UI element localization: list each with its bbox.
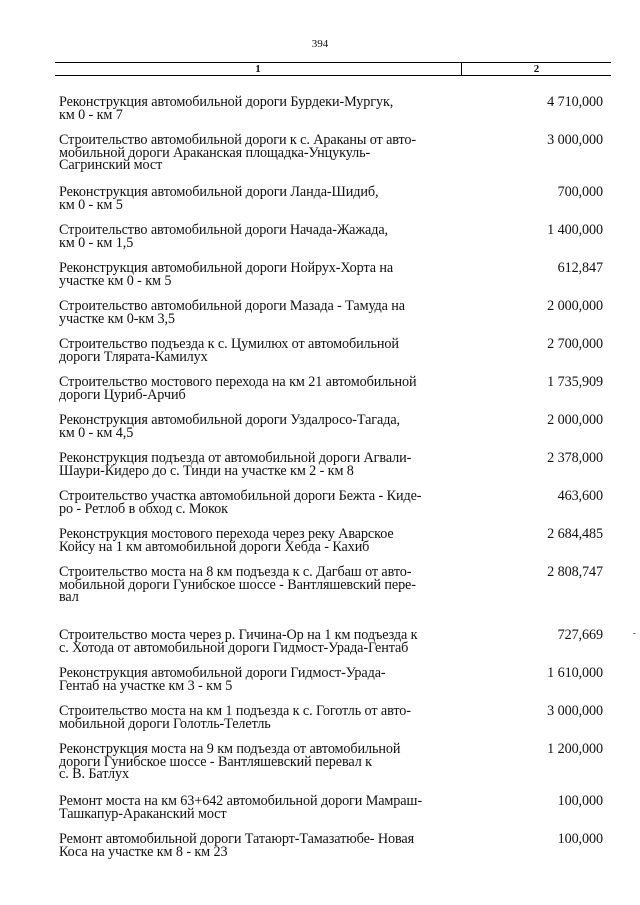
row-description [55, 629, 459, 654]
row-description [55, 134, 459, 172]
description-line: Строительство мостового перехода на км 21 автомобильной [59, 374, 417, 390]
row-amount: 100,000 [557, 831, 603, 847]
description-line: Реконструкция автомобильной дороги Ланда-Шидиб, [59, 184, 379, 200]
row-description [55, 452, 459, 477]
row-description [55, 667, 459, 692]
row-description [55, 186, 459, 211]
row-amount: 463,600 [557, 488, 603, 504]
row-amount: 612,847 [557, 260, 603, 276]
table-row [55, 705, 611, 730]
table-row [55, 262, 611, 287]
table-row [55, 566, 611, 604]
table-row [55, 300, 611, 325]
row-amount: 2 684,485 [547, 526, 603, 542]
table-row [55, 528, 611, 553]
row-description [55, 300, 459, 325]
row-description [55, 743, 459, 781]
description-line: Строительство моста на км 1 подъезда к с. Гоготль от авто- [59, 703, 411, 719]
row-description [55, 224, 459, 249]
table-row [55, 96, 611, 121]
description-line: Сагринский мост [59, 157, 163, 173]
row-amount: 1 610,000 [547, 665, 603, 681]
row-description [55, 96, 459, 121]
description-line: Реконструкция автомобильной дороги Уздалросо-Тагада, [59, 412, 400, 428]
description-line: мобильной дороги Голотль-Телетль [59, 715, 271, 732]
row-amount: 3 000,000 [547, 703, 603, 719]
description-line: Строительство автомобильной дороги Мазада - Тамуда на [59, 298, 405, 314]
row-amount: 2 000,000 [547, 412, 603, 428]
row-description [55, 262, 459, 287]
edge-mark: - [632, 628, 636, 639]
table-row [55, 743, 611, 781]
description-line: Ташкапур-Араканский мост [59, 805, 227, 822]
description-line: Строительство участка автомобильной дороги Бежта - Киде- [59, 488, 422, 504]
table-row [55, 795, 611, 820]
row-amount: 1 200,000 [547, 741, 603, 757]
description-line: дороги Гунибское шоссе - Вантляшевский перевал к [59, 753, 372, 770]
description-line: Шаури-Кидеро до с. Тинди на участке км 2 - км 8 [59, 462, 354, 479]
table-row [55, 667, 611, 692]
description-line: Койсу на 1 км автомобильной дороги Хебда - Кахиб [59, 538, 370, 555]
row-description [55, 338, 459, 363]
description-line: дороги Цуриб-Арчиб [59, 386, 186, 403]
description-line: км 0 - км 7 [59, 106, 123, 123]
description-line: Строительство подъезда к с. Цумилюх от автомобильной [59, 336, 399, 352]
description-line: дороги Тлярата-Камилух [59, 348, 208, 365]
row-amount: 4 710,000 [547, 94, 603, 110]
row-description [55, 833, 459, 858]
row-amount: 2 808,747 [547, 564, 603, 580]
row-amount: 2 700,000 [547, 336, 603, 352]
description-line: км 0 - км 4,5 [59, 424, 134, 441]
description-line: Реконструкция автомобильной дороги Бурдеки-Мургук, [59, 94, 394, 110]
row-description [55, 376, 459, 401]
table-row [55, 224, 611, 249]
row-amount: 700,000 [557, 184, 603, 200]
row-amount: 2 000,000 [547, 298, 603, 314]
column-header-1: 1 [55, 63, 462, 75]
table-row [55, 186, 611, 211]
description-line: Гентаб на участке км 3 - км 5 [59, 677, 233, 694]
table-row [55, 629, 611, 654]
description-line: ро - Ретлоб в обход с. Мокок [59, 500, 228, 517]
description-line: участке км 0 - км 5 [59, 272, 172, 289]
description-line: Реконструкция автомобильной дороги Гидмост-Урада- [59, 665, 386, 681]
description-line: Реконструкция подъезда от автомобильной дороги Агвали- [59, 450, 412, 466]
description-line: Строительство моста через р. Гичина-Ор на 1 км подъезда к [59, 627, 418, 643]
table-row [55, 833, 611, 858]
table-row [55, 414, 611, 439]
description-line: Строительство автомобильной дороги к с. Араканы от авто- [59, 132, 417, 148]
row-description [55, 705, 459, 730]
row-description [55, 528, 459, 553]
description-line: Строительство моста на 8 км подъезда к с. Дагбаш от авто- [59, 564, 412, 580]
row-description [55, 414, 459, 439]
row-amount: 727,669 [557, 627, 603, 643]
description-line: Реконструкция автомобильной дороги Нойрух-Хорта на [59, 260, 394, 276]
row-amount: 100,000 [557, 793, 603, 809]
description-line: вал [59, 589, 79, 605]
description-line: Коса на участке км 8 - км 23 [59, 843, 228, 860]
row-amount: 1 400,000 [547, 222, 603, 238]
description-line: мобильной дороги Араканская площадка-Унцукуль- [59, 144, 371, 161]
description-line: км 0 - км 1,5 [59, 234, 134, 251]
row-amount: 3 000,000 [547, 132, 603, 148]
column-header-2: 2 [533, 63, 540, 75]
description-line: с. Хотода от автомобильной дороги Гидмост-Урада-Гентаб [59, 639, 409, 656]
table-header [55, 62, 611, 76]
description-line: Ремонт автомобильной дороги Татаюрт-Тамазатюбе- Новая [59, 831, 415, 847]
table-row [55, 490, 611, 515]
row-description [55, 566, 459, 604]
row-description [55, 490, 459, 515]
table-row [55, 452, 611, 477]
description-line: Строительство автомобильной дороги Начада-Жажада, [59, 222, 388, 238]
description-line: Ремонт моста на км 63+642 автомобильной дороги Мамраш- [59, 793, 422, 809]
row-amount: 1 735,909 [547, 374, 603, 390]
budget-table [55, 62, 611, 860]
description-line: Реконструкция мостового перехода через реку Аварское [59, 526, 394, 542]
description-line: км 0 - км 5 [59, 196, 123, 213]
table-row [55, 134, 611, 172]
description-line: Реконструкция моста на 9 км подъезда от автомобильной [59, 741, 401, 757]
description-line: с. В. Батлух [59, 766, 129, 782]
row-description [55, 795, 459, 820]
description-line: мобильной дороги Гунибское шоссе - Вантляшевский пере- [59, 576, 416, 593]
row-amount: 2 378,000 [547, 450, 603, 466]
page-number: 394 [311, 38, 329, 50]
description-line: участке км 0-км 3,5 [59, 310, 175, 327]
table-row [55, 338, 611, 363]
table-row [55, 376, 611, 401]
